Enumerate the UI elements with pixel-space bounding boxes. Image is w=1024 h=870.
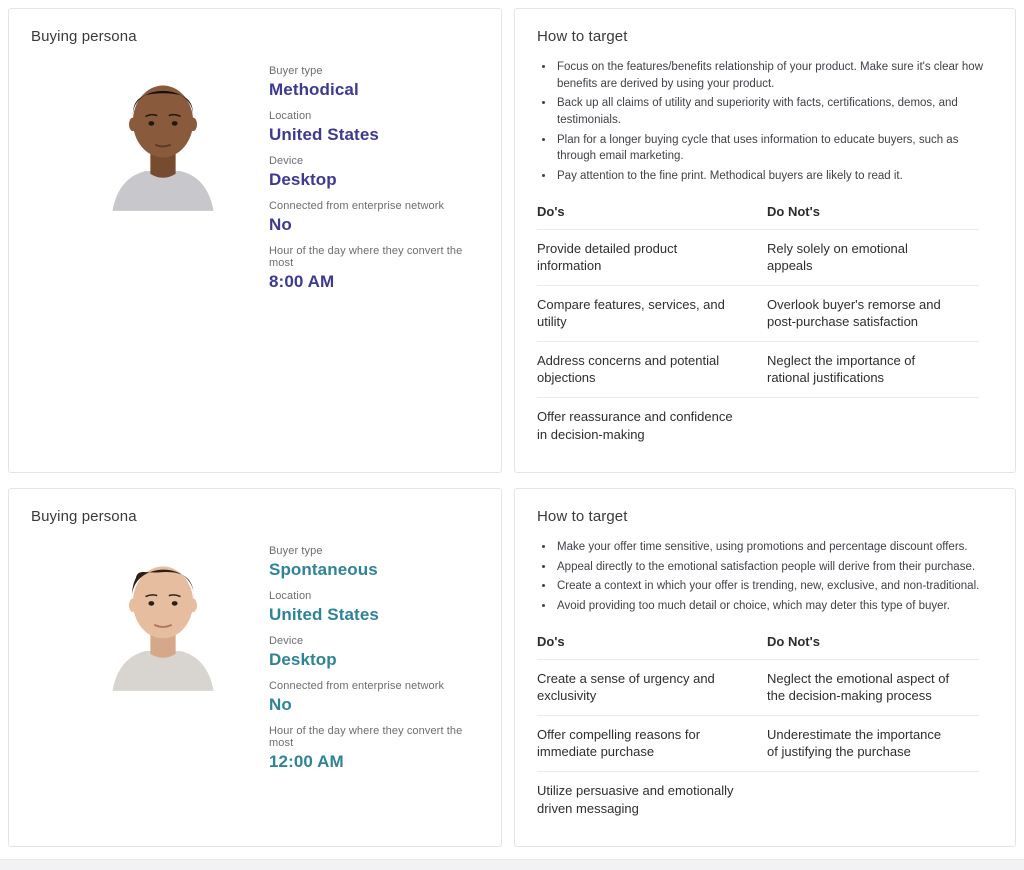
field-buyer-type — [269, 65, 479, 100]
dont-cell: Overlook buyer's remorse and post-purchase satisfaction — [767, 285, 979, 341]
persona-fields — [269, 543, 479, 782]
table-row — [537, 397, 979, 453]
field-value: No — [269, 695, 292, 715]
field-label: Device — [269, 635, 304, 648]
field-value: No — [269, 215, 292, 234]
dont-cell: Neglect the importance of rational justifications — [767, 341, 979, 397]
card-title: How to target — [537, 28, 628, 45]
persona-avatar-illustration — [95, 543, 231, 691]
do-cell: Offer reassurance and confidence in decision-making — [537, 408, 733, 442]
persona-body — [31, 63, 479, 302]
donts-column-header: Do Not's — [767, 202, 979, 230]
field-value: Desktop — [269, 650, 337, 670]
dont-cell: Neglect the emotional aspect of the decision-making process — [767, 659, 979, 715]
field-label: Buyer type — [269, 545, 323, 558]
how-to-target-card-1 — [514, 8, 1016, 473]
footer-strip — [0, 859, 1024, 870]
dont-cell: Underestimate the importance of justifying the purchase — [767, 715, 979, 771]
field-value: 12:00 AM — [269, 752, 344, 772]
field-location — [269, 110, 479, 145]
dos-donts-table — [537, 202, 979, 453]
dos-donts-table — [537, 632, 979, 827]
buying-persona-card-2 — [8, 488, 502, 847]
do-cell: Compare features, services, and utility — [537, 285, 767, 341]
table-row — [537, 285, 979, 341]
table-row — [537, 341, 979, 397]
targeting-tips-list — [537, 59, 993, 185]
field-label: Connected from enterprise network — [269, 200, 445, 212]
field-location — [269, 590, 479, 625]
targeting-tips-list — [537, 539, 993, 615]
field-value: Desktop — [269, 170, 337, 189]
persona-row-2 — [8, 488, 1016, 847]
persona-photo — [95, 543, 231, 691]
field-label: Location — [269, 590, 312, 603]
table-row — [537, 715, 979, 771]
how-to-target-card-2 — [514, 488, 1016, 847]
field-conversion-hour — [269, 245, 479, 292]
do-cell: Provide detailed product information — [537, 229, 767, 285]
table-header-row — [537, 632, 979, 660]
do-cell: Offer compelling reasons for immediate purchase — [537, 715, 767, 771]
dos-column-header: Do's — [537, 202, 767, 230]
list-item: • Focus on the features/benefits relationship of your product. Make sure it's clear how benefits are derived by using your product. — [555, 59, 993, 92]
field-label: Location — [269, 110, 312, 122]
dont-cell: Rely solely on emotional appeals — [767, 229, 979, 285]
list-item: • Plan for a longer buying cycle that uses information to educate buyers, such as through email marketing. — [555, 132, 993, 165]
field-label: Connected from enterprise network — [269, 680, 445, 693]
card-title: Buying persona — [31, 28, 137, 45]
do-cell: Utilize persuasive and emotionally driven messaging — [537, 782, 734, 816]
field-device — [269, 155, 479, 190]
field-enterprise-network — [269, 680, 479, 715]
field-value: United States — [269, 125, 379, 144]
persona-fields — [269, 63, 479, 302]
field-value: 8:00 AM — [269, 272, 335, 291]
persona-row-1 — [8, 8, 1016, 473]
persona-photo — [95, 63, 231, 211]
persona-body — [31, 543, 479, 782]
field-label: Device — [269, 155, 304, 167]
field-value: United States — [269, 605, 379, 625]
do-cell: Create a sense of urgency and exclusivity — [537, 659, 767, 715]
field-buyer-type — [269, 545, 479, 580]
dont-cell — [767, 397, 979, 453]
field-value: Methodical — [269, 80, 359, 99]
dos-column-header: Do's — [537, 632, 767, 660]
list-item: • Back up all claims of utility and superiority with facts, certifications, demos, and testimonials. — [555, 95, 993, 128]
field-label: Hour of the day where they convert the most — [269, 245, 463, 269]
list-item: • Create a context in which your offer is trending, new, exclusive, and non-traditional. — [555, 578, 993, 595]
table-header-row — [537, 202, 979, 230]
list-item: • Pay attention to the fine print. Methodical buyers are likely to read it. — [555, 168, 993, 185]
card-title: Buying persona — [31, 508, 137, 526]
list-item: • Appeal directly to the emotional satisfaction people will derive from their purchase. — [555, 559, 993, 576]
list-item: • Avoid providing too much detail or choice, which may deter this type of buyer. — [555, 598, 993, 615]
field-value: Spontaneous — [269, 560, 378, 580]
buying-persona-card-1 — [8, 8, 502, 473]
card-title: How to target — [537, 508, 628, 526]
do-cell: Address concerns and potential objections — [537, 341, 767, 397]
table-row — [537, 771, 979, 827]
donts-column-header: Do Not's — [767, 632, 979, 660]
field-enterprise-network — [269, 200, 479, 235]
table-row — [537, 659, 979, 715]
dont-cell — [767, 771, 979, 827]
list-item: • Make your offer time sensitive, using promotions and percentage discount offers. — [555, 539, 993, 556]
field-label: Hour of the day where they convert the most — [269, 725, 463, 750]
field-conversion-hour — [269, 725, 479, 772]
persona-avatar-illustration — [95, 63, 231, 211]
table-row — [537, 229, 979, 285]
field-device — [269, 635, 479, 670]
field-label: Buyer type — [269, 65, 323, 77]
